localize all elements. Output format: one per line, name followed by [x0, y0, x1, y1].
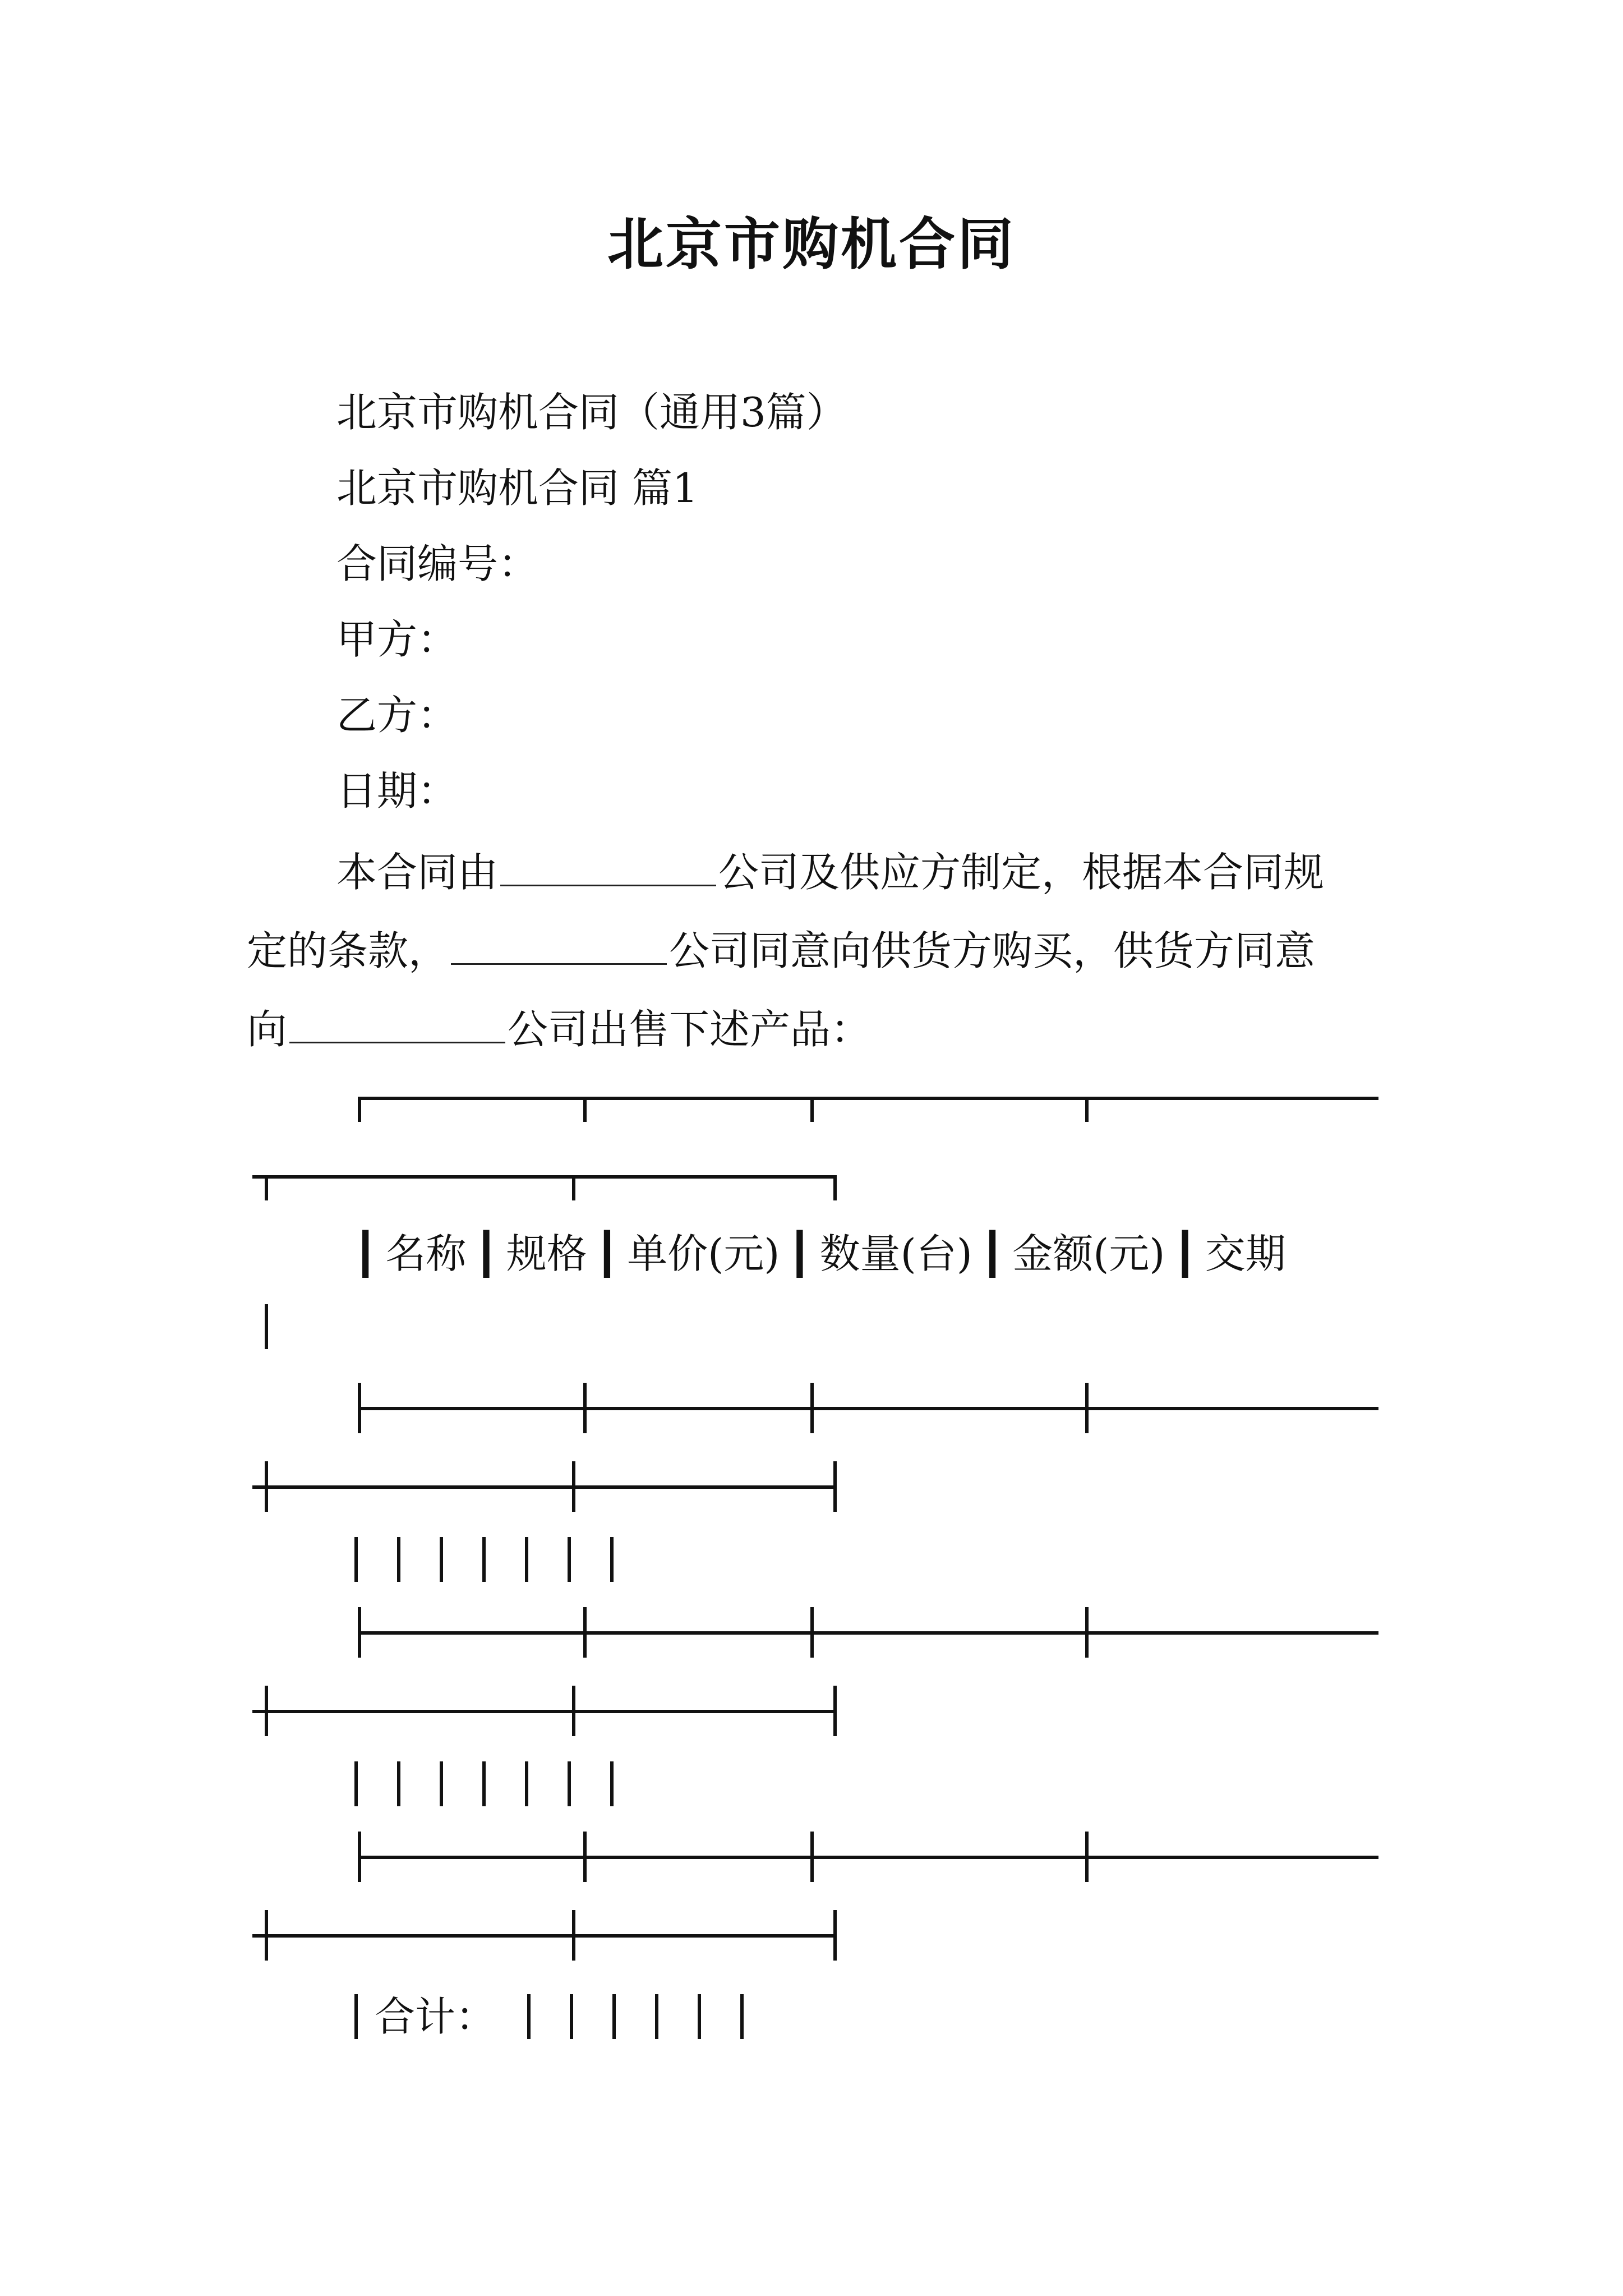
intro-line-1: 本合同由 公司及供应方制定，根据本合同规 — [336, 844, 1324, 900]
intro-line-3: 向 公司出售下述产品： — [247, 1001, 871, 1057]
date-label: 日期： — [336, 767, 458, 815]
header-name: 名称 — [385, 1230, 467, 1277]
header-quantity: 数量(台) — [819, 1230, 972, 1277]
header-delivery: 交期 — [1205, 1230, 1286, 1277]
header-amount: 金额(元) — [1012, 1230, 1165, 1277]
header-unit-price: 单价(元) — [627, 1230, 780, 1277]
intro-line-2: 定的条款， 公司同意向供货方购买，供货方同意 — [247, 923, 1315, 979]
contract-number-label: 合同编号： — [336, 540, 539, 587]
part-title: 北京市购机合同 篇1 — [336, 464, 698, 512]
total-label: 合计： — [375, 1993, 496, 2040]
company-blank-2 — [451, 923, 667, 965]
company-blank-3 — [289, 1001, 505, 1043]
table-separator — [358, 1407, 1378, 1410]
document-subtitle: 北京市购机合同（通用3篇） — [336, 389, 847, 436]
table-header-row: ┃ 名称 ┃ 规格 ┃ 单价(元) ┃ 数量(台) ┃ 金额(元) ┃ 交期 — [353, 1230, 1286, 1277]
table-border-top — [358, 1097, 1378, 1100]
document-title: 北京市购机合同 — [607, 211, 1016, 277]
header-spec: 规格 — [506, 1230, 587, 1277]
company-blank-1 — [500, 844, 716, 886]
party-a-label: 甲方： — [336, 616, 458, 663]
party-b-label: 乙方： — [336, 692, 458, 739]
